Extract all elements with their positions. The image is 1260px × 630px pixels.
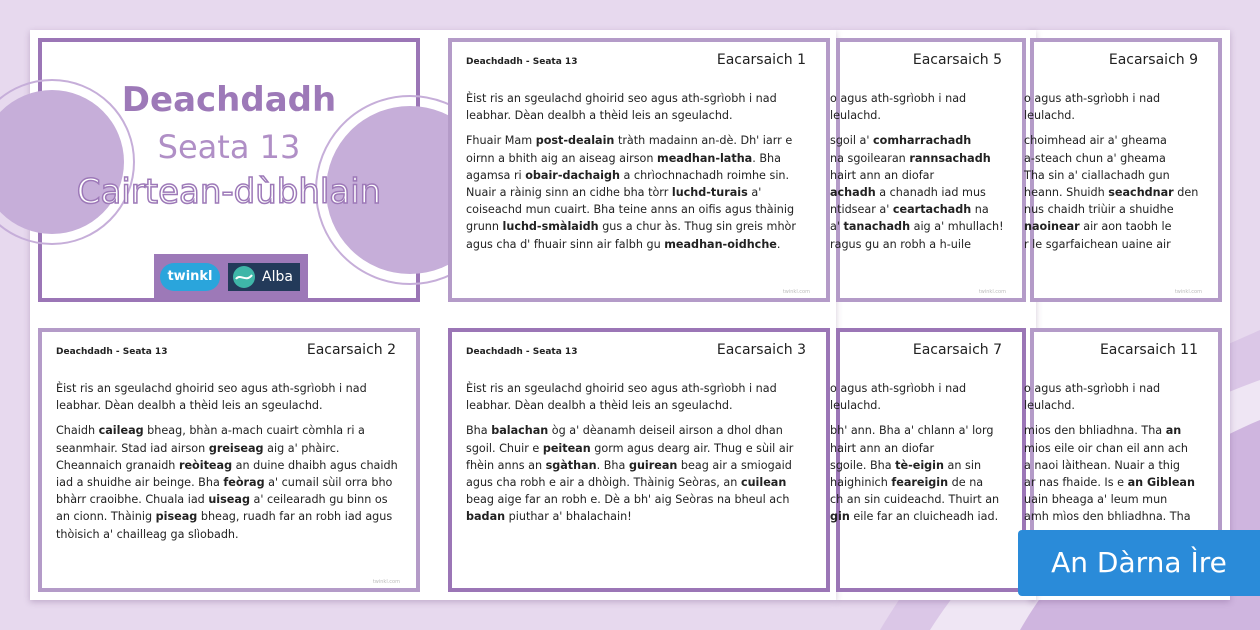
- text-fragment: o agus ath-sgrìobh i nad: [830, 92, 967, 105]
- card-story-text: [466, 132, 812, 252]
- text-line: [830, 380, 1012, 397]
- text-fragment: ntidsear a': [830, 203, 893, 217]
- text-line: [1024, 150, 1208, 167]
- story-fragment: gus a chur às. Thug sin greis mhòr agus cha d' fhuair sinn air falbh gu: [466, 220, 796, 251]
- text-line: [1024, 167, 1208, 184]
- text-line: [1024, 397, 1208, 414]
- text-fragment: o agus ath-sgrìobh i nad: [1024, 382, 1161, 395]
- text-fragment: ar nas fhaide. Is e: [1024, 476, 1128, 490]
- text-fragment: bh' ann. Bha a' chlann a' lorg: [830, 424, 994, 438]
- text-fragment: a': [830, 220, 844, 234]
- story-fragment: .: [776, 237, 781, 251]
- highlighted-word: achadh: [830, 186, 876, 200]
- story-fragment: . Bha agamsa ri: [466, 151, 781, 182]
- text-line: [830, 474, 1012, 491]
- alba-logo-text: Alba: [262, 269, 293, 285]
- highlighted-word: meadhan-latha: [657, 151, 753, 165]
- story-fragment: aig a' phàirc. Cheannaich granaidh: [56, 441, 340, 472]
- highlighted-word: post-dealain: [535, 134, 615, 148]
- cover-title: Deachdadh: [121, 80, 337, 120]
- highlighted-word: piseag: [155, 510, 198, 524]
- text-line: [1024, 491, 1208, 508]
- text-fragment: na sgoilearan: [830, 151, 910, 165]
- highlighted-word: gin: [830, 510, 850, 524]
- story-fragment: òg a' dèanamh deiseil airson a dhol dhan sgoil. Chuir e: [466, 424, 783, 455]
- text-line: [1024, 440, 1208, 457]
- set-label: Deachdadh - Seata 13: [466, 347, 578, 357]
- text-fragment: choimhead air a' gheama: [1024, 134, 1167, 148]
- card-story-text: [56, 422, 402, 542]
- exercise-title: Eacarsaich 1: [716, 52, 806, 68]
- text-line: [1024, 508, 1208, 525]
- highlighted-word: rannsachadh: [909, 151, 991, 165]
- text-fragment: na: [971, 203, 989, 217]
- footer-mark: twinkl.com: [978, 289, 1006, 295]
- alba-logo: [228, 263, 300, 291]
- text-line: [830, 184, 1012, 201]
- text-line: [830, 457, 1012, 474]
- level-badge: An Dàrna Ìre: [1018, 530, 1260, 596]
- text-line: [1024, 422, 1208, 439]
- text-fragment: sgoile. Bha: [830, 458, 896, 472]
- text-fragment: mios den bhliadhna. Tha: [1024, 424, 1166, 438]
- highlighted-word: reòiteag: [178, 458, 233, 472]
- text-line: [1024, 184, 1208, 201]
- highlighted-word: comharrachadh: [873, 134, 972, 148]
- text-fragment: eile far an cluicheadh iad.: [849, 510, 999, 524]
- alba-wave-icon: [232, 265, 256, 289]
- highlighted-word: seachdnar: [1108, 186, 1174, 200]
- story-fragment: a' ceilearadh gu binn os an cionn. Thàinig: [56, 493, 388, 524]
- text-fragment: an sin: [943, 458, 982, 472]
- highlighted-word: luchd-turais: [671, 186, 748, 200]
- text-line: [1024, 107, 1208, 124]
- text-fragment: mios eile oir chan eil ann ach: [1024, 441, 1188, 455]
- text-fragment: amh mìos den bhliadhna. Tha: [1024, 510, 1191, 524]
- text-fragment: r le sgarfaichean uaine air: [1024, 237, 1171, 251]
- set-label: Deachdadh - Seata 13: [466, 57, 578, 67]
- text-line: [830, 201, 1012, 218]
- text-fragment: de na: [948, 476, 984, 490]
- text-fragment: leulachd.: [1024, 399, 1075, 413]
- card-exercise-5: [830, 38, 1026, 302]
- story-fragment: Fhuair Mam: [466, 134, 536, 148]
- highlighted-word: greiseag: [208, 441, 264, 455]
- text-fragment: a naoi làithean. Nuair a thig: [1024, 458, 1181, 472]
- text-line: [1024, 474, 1208, 491]
- text-line: [830, 508, 1012, 525]
- highlighted-word: cuilean: [740, 476, 787, 490]
- text-line: [1024, 380, 1208, 397]
- text-line: [830, 90, 1012, 107]
- text-fragment: a-steach chun a' gheama: [1024, 151, 1166, 165]
- text-line: [830, 132, 1012, 149]
- footer-mark: twinkl.com: [372, 579, 400, 585]
- text-line: [830, 397, 1012, 414]
- text-fragment: a chanadh iad mus: [875, 186, 986, 200]
- story-fragment: beag aige far an robh e. Dè a bh' aig Seòras na bheul ach: [466, 493, 790, 507]
- text-fragment: hairt ann an diofar: [830, 441, 935, 455]
- highlighted-word: luchd-smàlaidh: [502, 220, 599, 234]
- card-exercise-9: [1024, 38, 1222, 302]
- cover-card: [38, 38, 420, 302]
- text-fragment: air aon taobh le: [1079, 220, 1172, 234]
- highlighted-word: tè-eigin: [895, 458, 944, 472]
- card-instructions: Èist ris an sgeulachd ghoirid seo agus ath-sgrìobh i nad leabhar. Dèan dealbh a thèid leis an sgeulachd.: [56, 382, 367, 413]
- text-line: [1024, 90, 1208, 107]
- card-body: [466, 380, 812, 534]
- card-story-text: [830, 380, 1012, 526]
- story-fragment: Bha: [466, 424, 492, 438]
- text-fragment: haighinich: [830, 476, 892, 490]
- card-exercise-2: [38, 328, 420, 592]
- text-fragment: nus chaidh triùir a shuidhe: [1024, 203, 1174, 217]
- highlighted-word: feareigin: [891, 476, 949, 490]
- text-line: [1024, 132, 1208, 149]
- card-body: [56, 380, 402, 551]
- story-fragment: a' cumail sùil orra bho bhàrr craoibhe. Chuala iad: [56, 476, 393, 507]
- text-fragment: heann. Shuidh: [1024, 186, 1109, 200]
- card-instructions: Èist ris an sgeulachd ghoirid seo agus ath-sgrìobh i nad leabhar. Dèan dealbh a thèid leis an sgeulachd.: [466, 382, 777, 413]
- text-line: [830, 440, 1012, 457]
- highlighted-word: sgàthan: [545, 458, 597, 472]
- text-line: [1024, 457, 1208, 474]
- highlighted-word: balachan: [491, 424, 549, 438]
- highlighted-word: badan: [466, 510, 506, 524]
- footer-mark: twinkl.com: [1174, 289, 1202, 295]
- card-exercise-7: [830, 328, 1026, 592]
- highlighted-word: feòrag: [223, 476, 265, 490]
- highlighted-word: caileag: [98, 424, 144, 438]
- text-line: [1024, 218, 1208, 235]
- story-fragment: an duine dhaibh agus chaidh iad a shuidhe air beinge. Bha: [56, 458, 398, 490]
- highlighted-word: obair-dachaigh: [525, 168, 620, 182]
- highlighted-word: tanachadh: [843, 220, 911, 234]
- text-fragment: uain bheaga a' leum mun: [1024, 493, 1168, 507]
- exercise-title: Eacarsaich 9: [1108, 52, 1198, 68]
- text-fragment: ch an sin cuideachd. Thuirt an: [830, 493, 1000, 507]
- highlighted-word: meadhan-oidhche: [664, 237, 777, 251]
- card-story-text: [830, 90, 1012, 253]
- exercise-title: Eacarsaich 5: [912, 52, 1002, 68]
- story-fragment: tràth madainn an-dè. Dh' iarr e oirnn a bhith aig an aiseag airson: [466, 134, 793, 165]
- card-story-text: [1024, 380, 1208, 526]
- story-fragment: Chaidh: [56, 424, 99, 438]
- text-fragment: ragus gu an robh a h-uile: [830, 237, 971, 251]
- text-fragment: leulachd.: [830, 399, 881, 413]
- highlighted-word: uiseag: [208, 493, 250, 507]
- logo-bar: [154, 254, 308, 300]
- footer-mark: twinkl.com: [782, 289, 810, 295]
- highlighted-word: guirean: [628, 458, 678, 472]
- card-exercise-3: [448, 328, 830, 592]
- text-line: [1024, 236, 1208, 253]
- text-fragment: Tha sin a' ciallachadh gun: [1024, 168, 1170, 182]
- text-fragment: leulachd.: [1024, 109, 1075, 123]
- set-label: Deachdadh - Seata 13: [56, 347, 168, 357]
- text-fragment: o agus ath-sgrìobh i nad: [1024, 92, 1161, 105]
- story-fragment: piuthar a' bhalachain!: [505, 510, 632, 524]
- exercise-title: Eacarsaich 11: [1099, 342, 1198, 358]
- card-exercise-1: [448, 38, 830, 302]
- card-story-text: [1024, 90, 1208, 253]
- highlighted-word: peitean: [542, 441, 591, 455]
- text-line: [830, 218, 1012, 235]
- text-fragment: sgoil a': [830, 134, 874, 148]
- text-fragment: aig a' mhullach!: [910, 220, 1004, 234]
- exercise-title: Eacarsaich 2: [306, 342, 396, 358]
- twinkl-logo: twinkl: [160, 263, 220, 291]
- cover-subtitle: Seata 13: [157, 128, 301, 166]
- text-line: [1024, 201, 1208, 218]
- card-story-text: [466, 422, 812, 525]
- cover-subtitle-2: Cairtean-dùbhlain: [76, 172, 382, 212]
- story-fragment: a chrìochnachadh roimhe sin. Nuair a ràinig sinn an cidhe bha tòrr: [466, 168, 790, 200]
- text-line: [830, 150, 1012, 167]
- highlighted-word: ceartachadh: [892, 203, 972, 217]
- exercise-title: Eacarsaich 7: [912, 342, 1002, 358]
- story-fragment: beag air a smiogaid agus cha robh e air a dhòigh. Thàinig Seòras, an: [466, 458, 792, 490]
- story-fragment: bheag, bhàn a-mach cuairt còmhla ri a seanmhair. Stad iad airson: [56, 424, 365, 455]
- highlighted-word: an: [1165, 424, 1182, 438]
- text-fragment: leulachd.: [830, 109, 881, 123]
- card-body: [466, 90, 812, 261]
- text-line: [830, 422, 1012, 439]
- highlighted-word: naoinear: [1024, 220, 1080, 234]
- story-fragment: gorm agus dearg air. Thug e sùil air fhèin anns an: [466, 441, 794, 472]
- story-fragment: a' coiseachd mun cuairt. Bha teine anns an oifis agus thàinig grunn: [466, 186, 795, 234]
- text-line: [830, 167, 1012, 184]
- text-line: [830, 236, 1012, 253]
- text-line: [830, 491, 1012, 508]
- exercise-title: Eacarsaich 3: [716, 342, 806, 358]
- text-fragment: o agus ath-sgrìobh i nad: [830, 382, 967, 395]
- highlighted-word: an Giblean: [1127, 476, 1195, 490]
- text-line: [830, 107, 1012, 124]
- text-fragment: hairt ann an diofar: [830, 168, 935, 182]
- story-fragment: bheag, ruadh far an robh iad agus thòisich a' chailleag ga slìobadh.: [56, 510, 393, 541]
- card-instructions: Èist ris an sgeulachd ghoirid seo agus ath-sgrìobh i nad leabhar. Dèan dealbh a thèid leis an sgeulachd.: [466, 92, 777, 123]
- story-fragment: . Bha: [596, 458, 629, 472]
- text-fragment: den: [1173, 186, 1199, 200]
